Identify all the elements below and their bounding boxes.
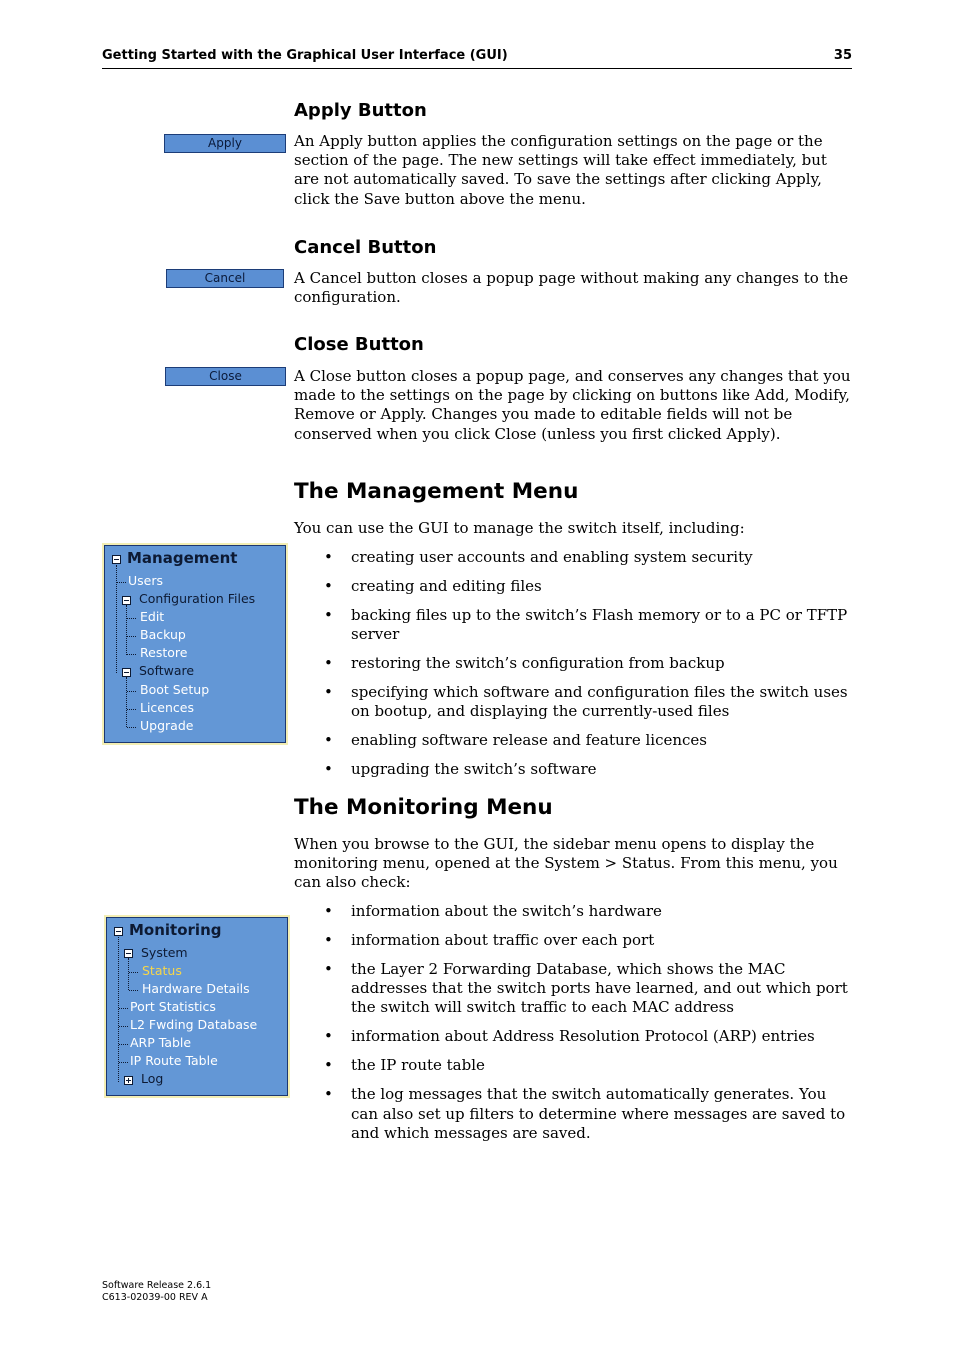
tree-line <box>129 990 138 991</box>
menu-item-software[interactable]: Software <box>139 663 195 678</box>
apply-heading: Apply Button <box>294 100 427 121</box>
monitoring-intro: When you browse to the GUI, the sidebar menu opens to display the monitoring menu, opened at the System > Status. From this menu, you can also check: <box>294 835 838 892</box>
apply-description: An Apply button applies the configuration settings on the page or the section of the page. The new settings will take effect immediately, but are not automatically saved. To save the settings after clicking Apply, click the Save button above the menu. <box>294 132 827 208</box>
monitoring-menu-panel <box>106 917 288 1096</box>
cancel-description: A Cancel button closes a popup page without making any changes to the configuration. <box>294 269 849 307</box>
page-footer <box>102 1280 211 1304</box>
tree-line <box>117 582 126 583</box>
cancel-heading: Cancel Button <box>294 237 437 258</box>
list-item: • enabling software release and feature licences <box>294 731 856 750</box>
footer-release: Software Release 2.6.1 <box>102 1280 212 1291</box>
list-item: • specifying which software and configuration files the switch uses on bootup, and displaying the currently-used files <box>294 683 856 721</box>
tree-line <box>127 654 136 655</box>
collapse-icon[interactable] <box>122 668 131 677</box>
tree-line <box>119 1044 128 1045</box>
collapse-icon[interactable] <box>122 596 131 605</box>
menu-item-l2-fwding-database[interactable]: L2 Fwding Database <box>130 1017 258 1032</box>
menu-item-backup[interactable]: Backup <box>140 627 186 642</box>
menu-item-upgrade[interactable]: Upgrade <box>140 718 194 733</box>
menu-item-log[interactable]: Log <box>141 1071 164 1086</box>
menu-item-restore[interactable]: Restore <box>140 645 188 660</box>
list-item: • upgrading the switch’s software <box>294 760 856 779</box>
tree-line <box>118 937 119 1082</box>
menu-item-licences[interactable]: Licences <box>140 700 194 715</box>
management-bullet-list <box>294 548 856 789</box>
monitoring-heading: The Monitoring Menu <box>294 795 553 820</box>
list-item: • restoring the switch’s configuration from backup <box>294 654 856 673</box>
tree-line <box>127 691 136 692</box>
list-item: • the IP route table <box>294 1056 856 1075</box>
menu-item-hardware-details[interactable]: Hardware Details <box>142 981 250 996</box>
collapse-icon[interactable] <box>114 927 123 936</box>
tree-line <box>127 636 136 637</box>
menu-item-configuration-files[interactable]: Configuration Files <box>139 591 256 606</box>
close-button[interactable]: Close <box>165 367 286 386</box>
menu-item-boot-setup[interactable]: Boot Setup <box>140 682 210 697</box>
running-header <box>102 48 852 63</box>
tree-line <box>119 1026 128 1027</box>
list-item: • creating user accounts and enabling system security <box>294 548 856 567</box>
close-heading: Close Button <box>294 334 424 355</box>
tree-line <box>127 618 136 619</box>
management-menu-panel <box>104 545 286 743</box>
menu-item-port-statistics[interactable]: Port Statistics <box>130 999 216 1014</box>
menu-item-arp-table[interactable]: ARP Table <box>130 1035 192 1050</box>
list-item: • information about traffic over each port <box>294 931 856 950</box>
list-item: • the Layer 2 Forwarding Database, which shows the MAC addresses that the switch ports have learned, and out which port the switch will switch traffic to each MAC address <box>294 960 856 1018</box>
management-intro: You can use the GUI to manage the switch itself, including: <box>294 519 745 537</box>
header-rule <box>102 68 852 69</box>
list-item: • the log messages that the switch automatically generates. You can also set up filters to determine where messages are saved to and which messages are saved. <box>294 1085 856 1143</box>
list-item: • backing files up to the switch’s Flash memory or to a PC or TFTP server <box>294 606 856 644</box>
tree-line <box>129 972 138 973</box>
menu-item-ip-route-table[interactable]: IP Route Table <box>130 1053 218 1068</box>
menu-item-status[interactable]: Status <box>142 963 182 978</box>
monitoring-menu-title[interactable]: Monitoring <box>129 921 222 939</box>
close-description: A Close button closes a popup page, and conserves any changes that you made to the settings on the page by clicking on buttons like Add, Modify, Remove or Apply. Changes you made to editable fields will not be conserved when you click Close (unless you first clicked Apply). <box>294 367 851 443</box>
tree-line <box>119 1062 128 1063</box>
list-item: • information about the switch’s hardware <box>294 902 856 921</box>
tree-line <box>127 727 136 728</box>
tree-line <box>126 605 127 655</box>
tree-line <box>127 709 136 710</box>
collapse-icon[interactable] <box>124 949 133 958</box>
menu-item-edit[interactable]: Edit <box>140 609 165 624</box>
tree-line <box>126 677 127 727</box>
header-title: Getting Started with the Graphical User Interface (GUI) <box>102 48 508 63</box>
menu-item-users[interactable]: Users <box>128 573 164 588</box>
monitoring-bullet-list <box>294 902 856 1153</box>
management-heading: The Management Menu <box>294 479 579 504</box>
list-item: • creating and editing files <box>294 577 856 596</box>
cancel-button[interactable]: Cancel <box>166 269 284 288</box>
page-number: 35 <box>833 48 852 63</box>
tree-line <box>128 958 129 990</box>
menu-item-system[interactable]: System <box>141 945 188 960</box>
expand-icon[interactable] <box>124 1076 133 1085</box>
tree-line <box>119 1008 128 1009</box>
management-menu-title[interactable]: Management <box>127 549 238 567</box>
footer-doc-id: C613-02039-00 REV A <box>102 1292 208 1303</box>
collapse-icon[interactable] <box>112 555 121 564</box>
apply-button[interactable]: Apply <box>164 134 286 153</box>
list-item: • information about Address Resolution Protocol (ARP) entries <box>294 1027 856 1046</box>
